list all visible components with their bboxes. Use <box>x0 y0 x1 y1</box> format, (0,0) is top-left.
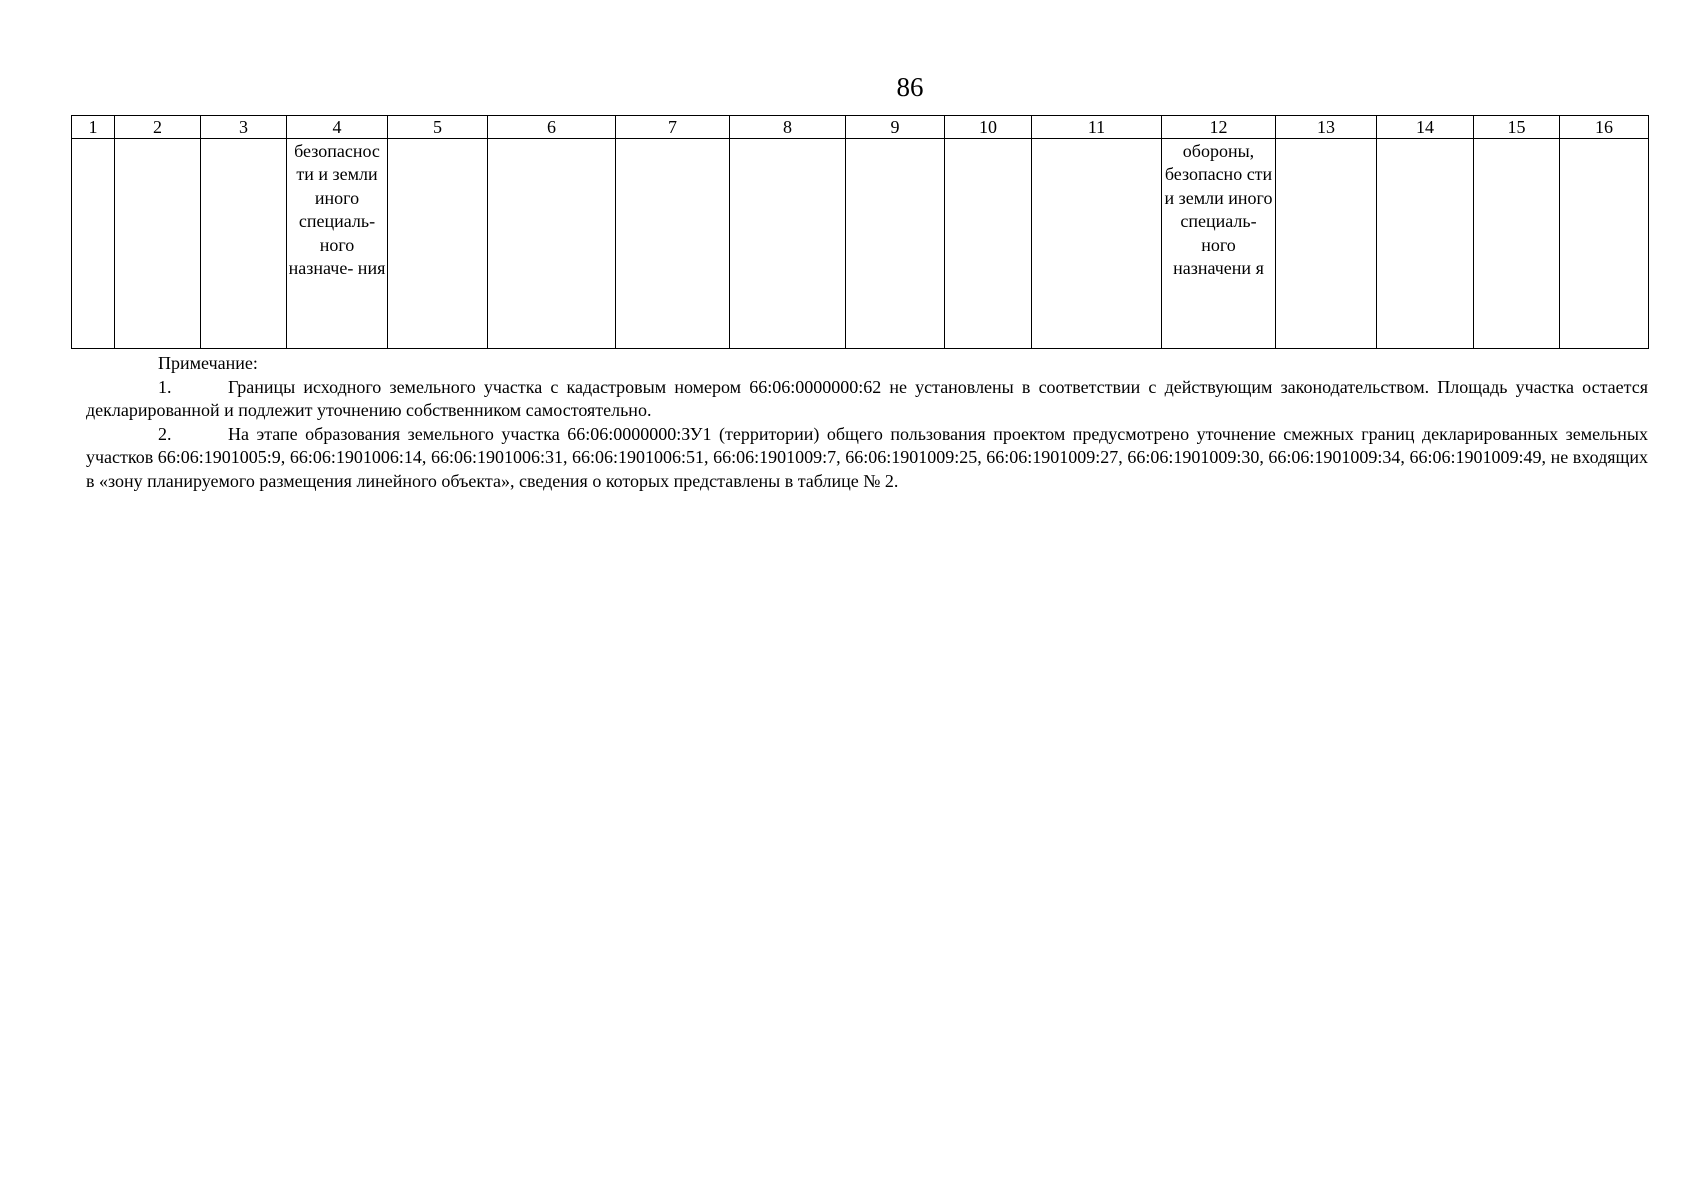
column-number: 10 <box>945 116 1032 139</box>
table-cell <box>1162 139 1276 349</box>
column-number: 8 <box>730 116 846 139</box>
column-number: 3 <box>201 116 287 139</box>
page-number: 86 <box>896 72 924 102</box>
note-item <box>86 423 1648 494</box>
note-number: 1. <box>158 376 172 397</box>
land-category-text: обороны, безопасно сти и земли иного специаль- ного назначени я <box>1164 141 1273 279</box>
column-number: 15 <box>1474 116 1560 139</box>
column-number: 9 <box>846 116 945 139</box>
table-cell <box>945 139 1032 349</box>
table-header-row <box>72 116 1649 139</box>
table-row <box>72 139 1649 349</box>
column-number: 16 <box>1560 116 1649 139</box>
column-number: 7 <box>616 116 730 139</box>
table-cell <box>1276 139 1377 349</box>
notes-section <box>86 352 1648 493</box>
column-number: 11 <box>1032 116 1162 139</box>
table-cell <box>1474 139 1560 349</box>
column-number: 1 <box>72 116 115 139</box>
column-number: 5 <box>388 116 488 139</box>
notes-title: Примечание: <box>158 353 258 373</box>
table-cell <box>72 139 115 349</box>
column-number: 4 <box>287 116 388 139</box>
table-cell <box>388 139 488 349</box>
note-text: На этапе образования земельного участка 66:06:0000000:ЗУ1 (территории) общего пользования проектом предусмотрено уточнение смежных границ декларированных земельных участков 66:06:1901005:9, 66:06:1901006:14, 66:06:1901006:31, 66:06:1901006:51, 66:06:1901009:7, 66:06:1901009:25, 66:06:1901009:27, 66:06:1901009:30, 66:06:1901009:34, 66:06:1901009:49, не входящих в «зону планируемого размещения линейного объекта», сведения о которых представлены в таблице № 2. <box>86 423 1648 491</box>
note-item <box>86 376 1648 423</box>
column-number: 12 <box>1162 116 1276 139</box>
table-cell <box>1377 139 1474 349</box>
note-text: Границы исходного земельного участка с кадастровым номером 66:06:0000000:62 не установлены в соответствии с действующим законодательством. Площадь участка остается декларированной и подлежит уточнению собственником самостоятельно. <box>86 376 1648 420</box>
land-category-text: безопаснос ти и земли иного специаль- ного назначе- ния <box>288 141 386 279</box>
table-cell <box>488 139 616 349</box>
note-number: 2. <box>158 423 172 444</box>
land-plots-table <box>71 115 1649 349</box>
table-cell <box>1560 139 1649 349</box>
column-number: 6 <box>488 116 616 139</box>
table-cell <box>1032 139 1162 349</box>
column-number: 2 <box>115 116 201 139</box>
table-cell <box>115 139 201 349</box>
table-cell <box>287 139 388 349</box>
table-cell <box>201 139 287 349</box>
table-cell <box>730 139 846 349</box>
table-cell <box>846 139 945 349</box>
column-number: 14 <box>1377 116 1474 139</box>
table-cell <box>616 139 730 349</box>
column-number: 13 <box>1276 116 1377 139</box>
